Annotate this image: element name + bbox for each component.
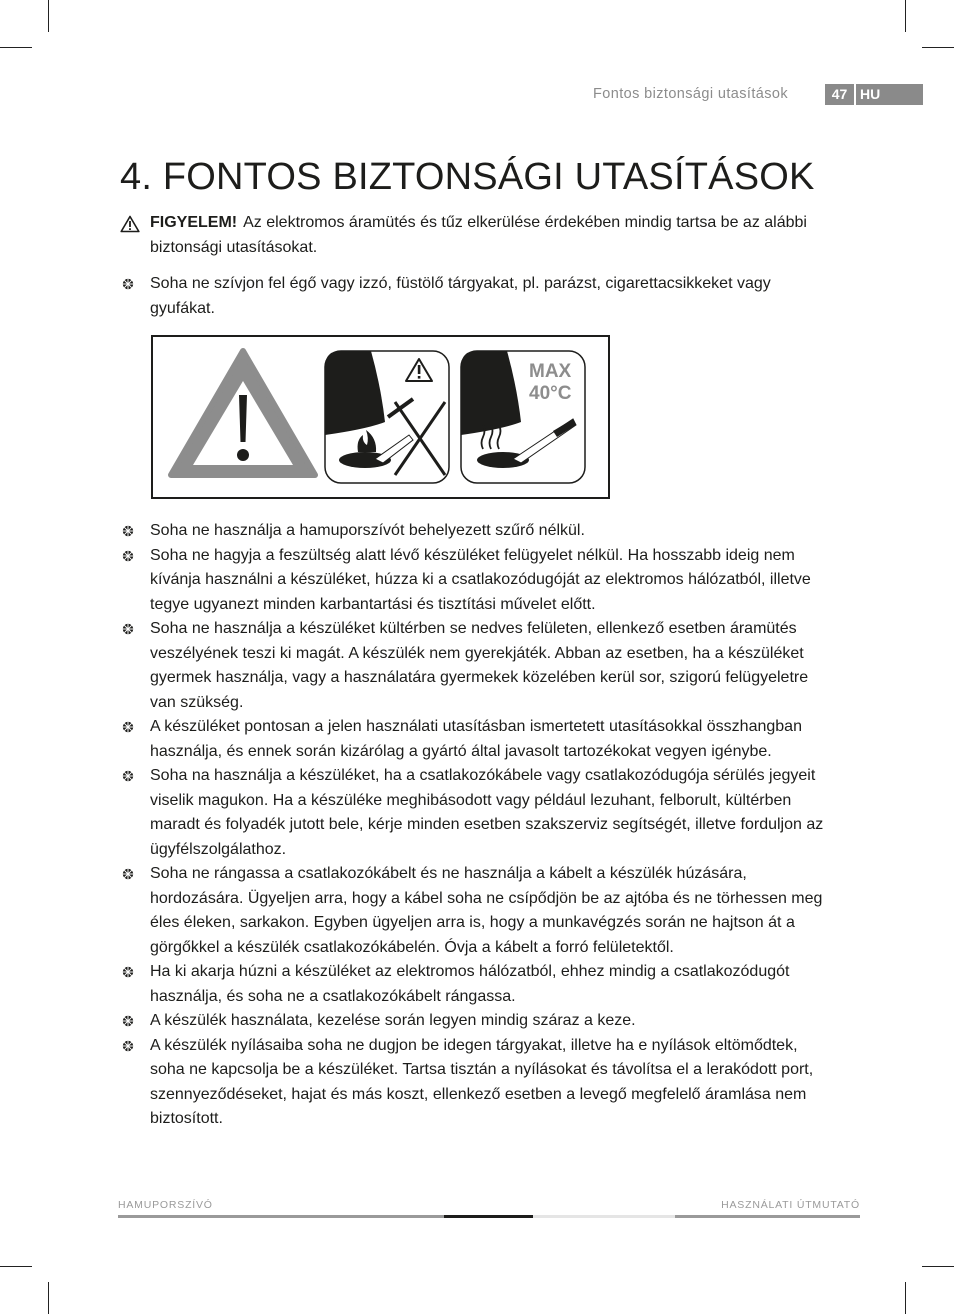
no-burning-ember-icon: [325, 351, 449, 483]
crop-mark: [48, 0, 49, 32]
max-temperature-icon: [461, 351, 585, 483]
bullet-icon: [122, 770, 134, 782]
footer-manual-label: HASZNÁLATI ÚTMUTATÓ: [721, 1199, 860, 1211]
crop-mark: [922, 47, 954, 48]
safety-list-top: [120, 272, 835, 321]
safety-list-main: [120, 519, 835, 1132]
list-item: [120, 1034, 835, 1132]
page-number: 47: [825, 84, 854, 105]
bullet-icon: [122, 550, 134, 562]
list-item-text: A készülék nyílásaiba soha ne dugjon be idegen tárgyakat, illetve ha e nyílások eltömődtek, soha ne kapcsolja be a készüléket. Tartsa tisztán a nyílásokat és távolítsa el a lerakódott port, szennyeződéseket, hajat és más koszt, ellenkező esetben a levegő megfelelő áramlása nem biztosított.: [150, 1036, 814, 1127]
crop-mark: [922, 1266, 954, 1267]
footer-product-name: HAMUPORSZÍVÓ: [118, 1199, 213, 1211]
crop-mark: [905, 1282, 906, 1314]
bullet-icon: [122, 1015, 134, 1027]
list-item-text: Ha ki akarja húzni a készüléket az elektromos hálózatból, ehhez mindig a csatlakozódugót használja, és soha ne a csatlakozókábelt rángassa.: [150, 963, 790, 1005]
illustration-svg: [153, 337, 608, 497]
crop-mark: [0, 1266, 32, 1267]
list-item-text: Soha ne használja a készüléket kültérben se nedves felületen, ellenkező esetben áramütés veszélyének teszi ki magát. A készülék nem gyerekjáték. Abban az esetben, ha a készüléket gyermek használja, vagy a használatára gyermekek közelében kerül sor, szigorú felügyeletre van szükség.: [150, 620, 809, 711]
list-item-text: Soha na használja a készüléket, ha a csatlakozókábele vagy csatlakozódugója sérülés jegyeit viselik magukon. Ha a készüléke meghibásodott vagy például lezuhant, felborult, kültérben maradt és folyadék jutott bele, kérje minden esetben szakszerviz segítségét, illetve forduljon az ügyfélszolgálathoz.: [150, 767, 824, 858]
list-item-text: Soha ne hagyja a feszültség alatt lévő készüléket felügyelet nélkül. Ha hosszabb ideig nem kívánja használni a készüléket, húzza ki a csatlakozódugóját az elektromos hálózatból, illetve tegye ugyanezt minden karbantartási és tisztítási művelet előtt.: [150, 546, 811, 613]
crop-mark: [48, 1282, 49, 1314]
list-item: [120, 715, 835, 764]
list-item: [120, 544, 835, 618]
warning-text-line: [150, 211, 835, 260]
temperature-label: 40°C: [529, 383, 572, 404]
list-item: [120, 1009, 835, 1034]
warning-note: [120, 211, 835, 260]
crop-mark: [905, 0, 906, 32]
list-item-text: Soha ne használja a hamuporszívót behelyezett szűrő nélkül.: [150, 522, 585, 539]
list-item-text: A készülék használata, kezelése során legyen mindig száraz a keze.: [150, 1012, 636, 1029]
warning-text: Az elektromos áramütés és tűz elkerülése érdekében mindig tartsa be az alábbi biztonsági utasításokat.: [150, 214, 807, 256]
crop-mark: [0, 47, 32, 48]
list-item: [120, 764, 835, 862]
list-item: [120, 519, 835, 544]
warning-illustration: [151, 335, 610, 499]
list-item: [120, 862, 835, 960]
bullet-icon: [122, 966, 134, 978]
language-badge: HU: [856, 84, 923, 105]
list-item-text: Soha ne rángassa a csatlakozókábelt és ne használja a kábelt a készülék húzására, hordozására. Ügyeljen arra, hogy a kábel soha ne csípődjön be az ajtóba és ne törhessen meg éles éleken, sarkakon. Egyben ügyeljen arra is, hogy a munkavégzés során ne hajtson át a görgőkkel a készülék csatlakozókábelén. Óvja a kábelt a forró felületektől.: [150, 865, 823, 956]
large-warning-triangle-icon: [171, 351, 315, 475]
list-item-text: A készüléket pontosan a jelen használati utasításban ismertetett utasításokkal összhangban használja, és ennek során kizárólag a gyártó által javasolt tartozékokat vegyen igénybe.: [150, 718, 802, 760]
list-item: [120, 272, 835, 321]
footer-rule: [118, 1215, 860, 1218]
list-item: [120, 960, 835, 1009]
warning-triangle-icon: [120, 215, 140, 233]
page-title: 4. FONTOS BIZTONSÁGI UTASÍTÁSOK: [120, 156, 815, 198]
warning-label: FIGYELEM!: [150, 214, 238, 231]
bullet-icon: [122, 278, 134, 290]
list-item: [120, 617, 835, 715]
list-item-text: Soha ne szívjon fel égő vagy izzó, füstölő tárgyakat, pl. parázst, cigarettacsikkeket vagy gyufákat.: [150, 275, 771, 317]
bullet-icon: [122, 721, 134, 733]
running-header-title: Fontos biztonsági utasítások: [593, 86, 788, 102]
bullet-icon: [122, 1040, 134, 1052]
bullet-icon: [122, 868, 134, 880]
max-label: MAX: [529, 361, 572, 382]
bullet-icon: [122, 525, 134, 537]
bullet-icon: [122, 623, 134, 635]
